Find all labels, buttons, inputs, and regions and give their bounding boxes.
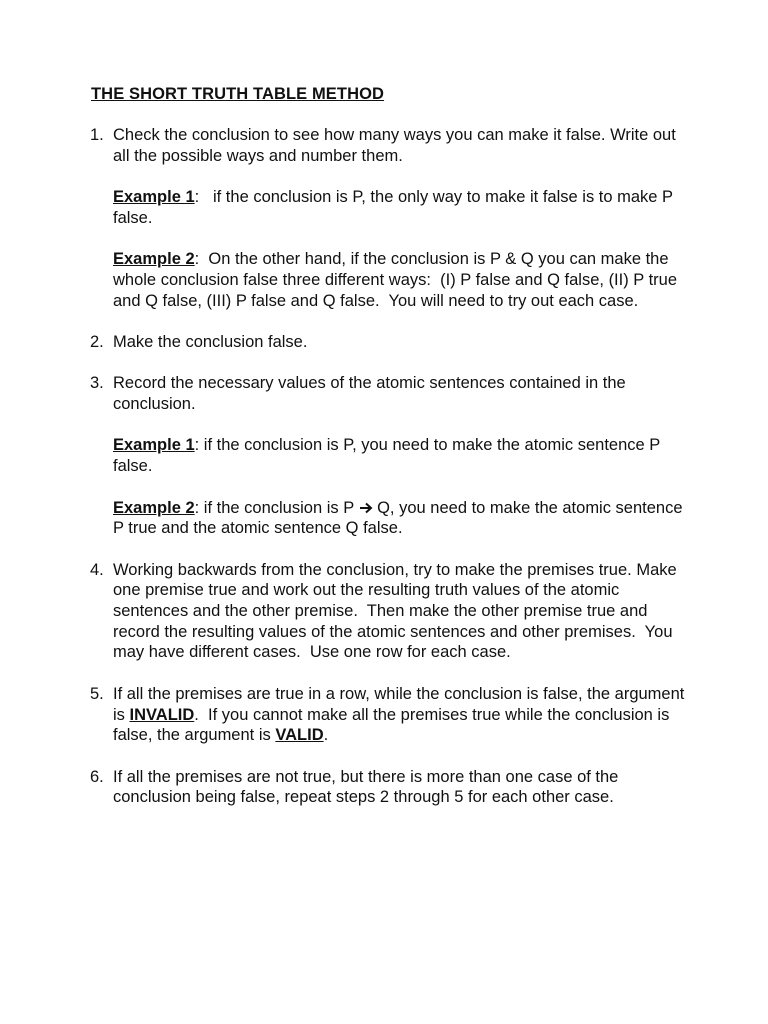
example-paragraph xyxy=(113,187,690,228)
step-text-part: . xyxy=(323,726,329,745)
example-text: : On the other hand, if the conclusion is P & Q you can make the whole conclusion false three different ways: (I) P false and Q false, (II) P true and Q false, (III) P false and Q false. You will need to try out each case. xyxy=(113,250,682,310)
step-2 xyxy=(90,332,690,353)
step-6 xyxy=(90,767,690,808)
step-text xyxy=(113,684,690,746)
example-text: : if the conclusion is P, the only way to make it false is to make P false. xyxy=(113,188,678,227)
step-text: If all the premises are not true, but there is more than one case of the conclusion being false, repeat steps 2 through 5 for each other case. xyxy=(113,767,619,807)
step-number: 3. xyxy=(90,374,104,393)
example-paragraph xyxy=(113,435,690,476)
steps-list xyxy=(90,125,690,829)
step-text: Check the conclusion to see how many ways you can make it false. Write out all the possible ways and number them. xyxy=(113,126,676,165)
step-text: Record the necessary values of the atomic sentences contained in the conclusion. xyxy=(113,374,626,414)
example-text: : if the conclusion is P, you need to make the atomic sentence P false. xyxy=(113,436,665,476)
step-4 xyxy=(90,560,690,664)
step-text-part: If all the premises are true in a row, while the conclusion is false, the argument is xyxy=(113,684,689,724)
example-label: Example 1 xyxy=(113,188,195,207)
step-number: 4. xyxy=(90,560,104,579)
step-number: 1. xyxy=(90,126,104,144)
step-number: 2. xyxy=(90,332,104,351)
step-5 xyxy=(90,684,690,746)
example-label: Example 2 xyxy=(113,250,195,269)
example-text: Q, you need to make the atomic sentence P true and the atomic sentence Q false. xyxy=(113,498,688,538)
step-1 xyxy=(90,125,690,311)
document-title: THE SHORT TRUTH TABLE METHOD xyxy=(91,85,385,103)
invalid-keyword: INVALID xyxy=(129,705,195,724)
example-label: Example 1 xyxy=(113,436,195,455)
valid-keyword: VALID xyxy=(275,726,324,745)
step-text-part: . If you cannot make all the premises true while the conclusion is false, the argument is xyxy=(113,705,674,745)
step-3 xyxy=(90,373,690,539)
right-arrow-icon xyxy=(359,502,373,514)
step-number: 6. xyxy=(90,767,104,786)
step-text: Make the conclusion false. xyxy=(113,332,308,351)
step-text: Working backwards from the conclusion, try to make the premises true. Make one premise true and work out the resulting truth values of the atomic sentences and the other premise. Then make the other premise true and record the resulting values of the atomic sentences and other premises. You may have different cases. Use one row for each case. xyxy=(113,560,682,662)
example-paragraph xyxy=(113,249,690,311)
step-number: 5. xyxy=(90,684,104,703)
example-text: : if the conclusion is P xyxy=(194,498,359,517)
example-paragraph xyxy=(113,498,690,539)
example-label: Example 2 xyxy=(113,498,195,517)
